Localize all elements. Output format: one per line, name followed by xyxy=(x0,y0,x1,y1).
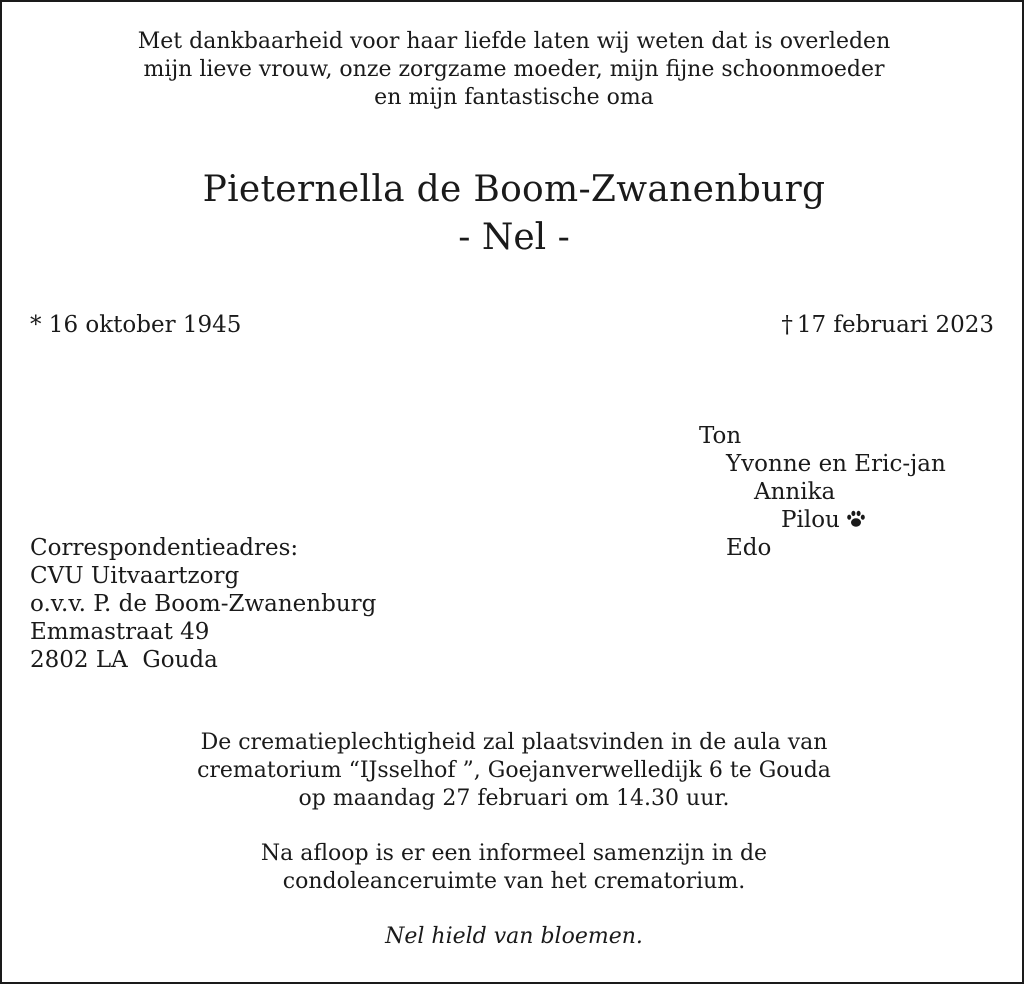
address-line: Emmastraat 49 xyxy=(30,619,210,645)
family-member: Yvonne en Eric-jan xyxy=(726,451,946,477)
intro-line-2: mijn lieve vrouw, onze zorgzame moeder, mijn fijne schoonmoeder xyxy=(143,57,885,82)
ceremony-line-3: op maandag 27 februari om 14.30 uur. xyxy=(298,786,730,811)
address-heading: Correspondentieadres: xyxy=(30,535,299,561)
family-member: Ton xyxy=(699,423,742,449)
intro-line-3: en mijn fantastische oma xyxy=(374,85,654,110)
address-line: o.v.v. P. de Boom-Zwanenburg xyxy=(30,591,377,617)
ceremony-line-1: De crematieplechtigheid zal plaatsvinden in de aula van xyxy=(200,730,828,755)
gathering-line-2: condoleanceruimte van het crematorium. xyxy=(282,869,746,894)
deceased-nickname: - Nel - xyxy=(458,217,570,258)
gathering-line-1: Na afloop is er een informeel samenzijn in de xyxy=(260,841,768,866)
paw-icon xyxy=(846,507,866,535)
ceremony-line-2: crematorium “IJsselhof ”, Goejanverwelledijk 6 te Gouda xyxy=(197,758,831,783)
closing-note: Nel hield van bloemen. xyxy=(385,924,643,949)
address-line: 2802 LA Gouda xyxy=(30,647,218,673)
death-date-text: 17 februari 2023 xyxy=(796,312,994,338)
family-member: Annika xyxy=(754,479,836,505)
death-date xyxy=(781,311,994,339)
deceased-name: Pieternella de Boom-Zwanenburg xyxy=(202,169,826,210)
family-member: Edo xyxy=(726,535,772,561)
pet-name: Pilou xyxy=(781,507,840,533)
correspondence-address xyxy=(30,534,376,674)
gathering-details xyxy=(2,840,1024,896)
dagger-symbol: † xyxy=(781,312,793,338)
family-member-pet xyxy=(781,506,866,535)
address-line: CVU Uitvaartzorg xyxy=(30,563,240,589)
intro-line-1: Met dankbaarheid voor haar liefde laten wij weten dat is overleden xyxy=(137,29,891,54)
ceremony-details xyxy=(2,729,1024,813)
intro-text xyxy=(2,28,1024,112)
birth-date: * 16 oktober 1945 xyxy=(30,312,242,338)
